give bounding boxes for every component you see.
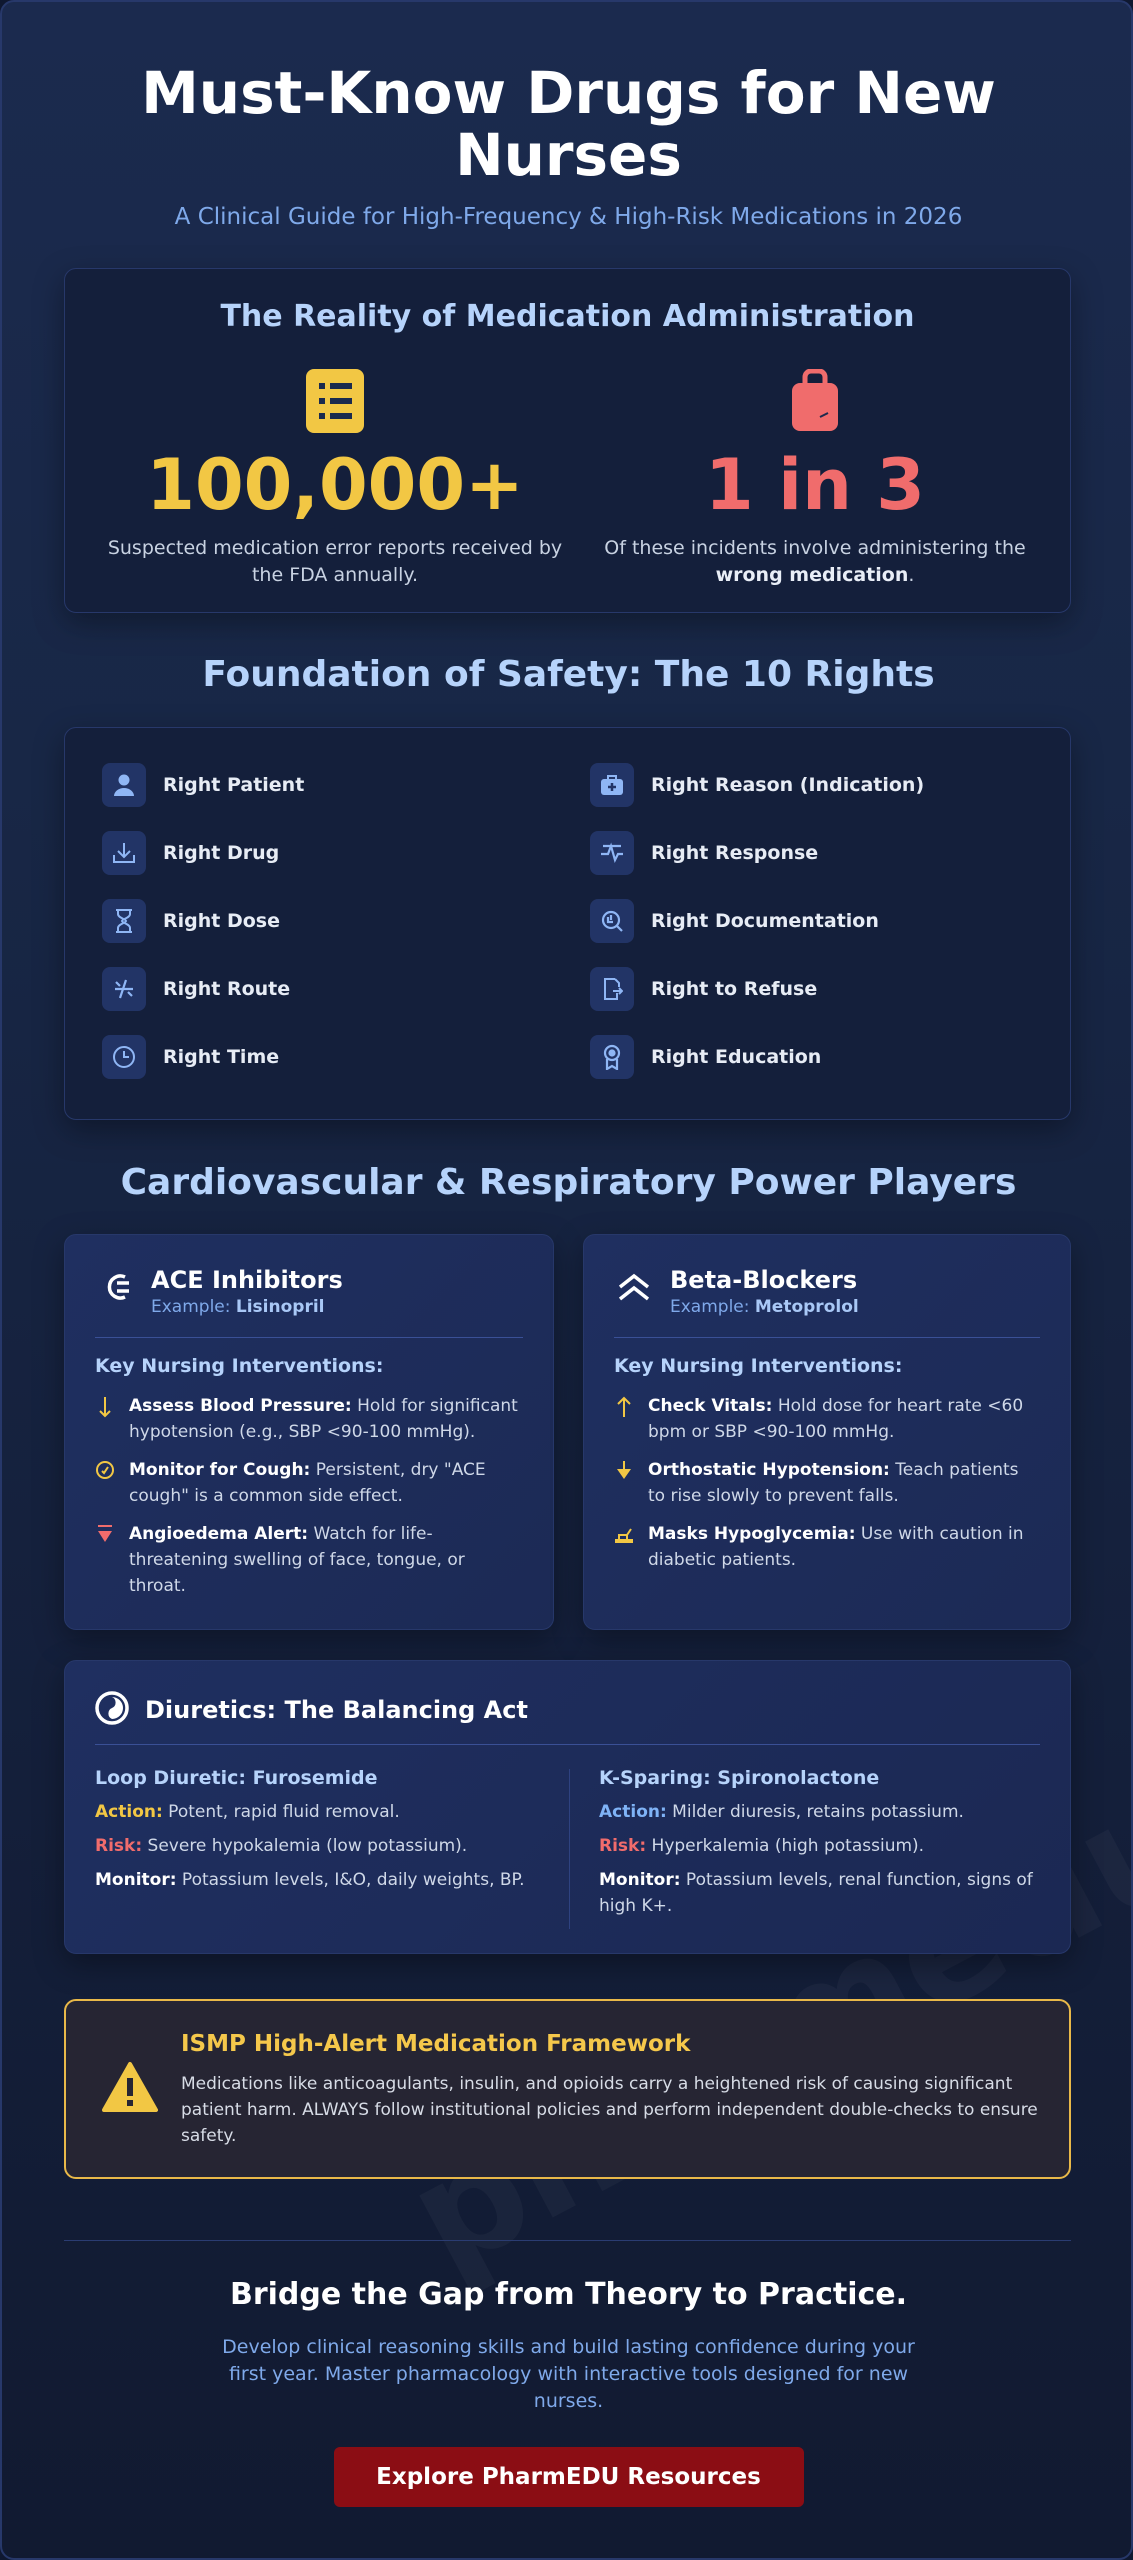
interventions-heading: Key Nursing Interventions: bbox=[95, 1355, 384, 1377]
intervention-item: Angioedema Alert: Watch for life-threatening swelling of face, tongue, or throat. bbox=[95, 1521, 523, 1599]
ace-inhibitors-card bbox=[64, 1234, 554, 1630]
clock-icon bbox=[102, 1035, 146, 1079]
intervention-item: Assess Blood Pressure: Hold for significant hypotension (e.g., SBP <90-100 mmHg). bbox=[95, 1393, 523, 1445]
page-title: Must-Know Drugs for New Nurses bbox=[141, 59, 996, 189]
drug-example: Example: Lisinopril bbox=[151, 1297, 325, 1317]
drug-header bbox=[95, 1265, 343, 1319]
intervention-item: Check Vitals: Hold dose for heart rate <60 bpm or SBP <90-100 mmHg. bbox=[614, 1393, 1040, 1445]
divider bbox=[95, 1337, 523, 1338]
alert-text: Medications like anticoagulants, insulin, and opioids carry a heightened risk of causing significant patient harm. ALWAYS follow institutional policies and perform independent double-checks to ensure safety. bbox=[181, 2074, 1038, 2146]
reality-title: The Reality of Medication Administration bbox=[220, 299, 915, 334]
medkit-icon bbox=[590, 763, 634, 807]
doc-search-icon bbox=[590, 899, 634, 943]
monitor-line: Monitor: Potassium levels, I&O, daily weights, BP. bbox=[95, 1870, 525, 1890]
stat-value: 100,000+ bbox=[146, 444, 524, 526]
diuretics-title: Diuretics: The Balancing Act bbox=[145, 1696, 528, 1724]
drug-name: Beta-Blockers bbox=[670, 1266, 858, 1294]
right-item-patient: Right Patient bbox=[102, 763, 304, 807]
stat-description: Of these incidents involve administering the wrong medication. bbox=[604, 537, 1026, 586]
action-line: Action: Milder diuresis, retains potassium. bbox=[599, 1802, 964, 1822]
plug-icon bbox=[95, 1267, 135, 1307]
intervention-item: Orthostatic Hypotension: Teach patients to rise slowly to prevent falls. bbox=[614, 1457, 1040, 1509]
right-item-refuse: Right to Refuse bbox=[590, 967, 817, 1011]
alert-down-icon bbox=[95, 1521, 115, 1547]
explore-resources-button[interactable]: Explore PharmEDU Resources bbox=[334, 2447, 804, 2507]
rights-title: Foundation of Safety: The 10 Rights bbox=[202, 654, 935, 695]
drug-header bbox=[614, 1265, 859, 1319]
drug-name: ACE Inhibitors bbox=[151, 1266, 343, 1294]
rights-card bbox=[64, 727, 1071, 1120]
section-divider bbox=[64, 2240, 1071, 2241]
right-item-education: Right Education bbox=[590, 1035, 821, 1079]
column-divider bbox=[569, 1769, 570, 1929]
page-subtitle: A Clinical Guide for High-Frequency & High-Risk Medications in 2026 bbox=[174, 204, 963, 230]
risk-line: Risk: Severe hypokalemia (low potassium). bbox=[95, 1836, 468, 1856]
reality-card bbox=[64, 268, 1071, 613]
diuretics-header bbox=[95, 1691, 528, 1729]
briefcase-icon bbox=[786, 369, 844, 433]
drug-example: Example: Metoprolol bbox=[670, 1297, 859, 1317]
header bbox=[2, 59, 1133, 230]
loop-diuretic-column bbox=[95, 1767, 535, 1901]
warning-icon bbox=[102, 2061, 158, 2113]
risk-line: Risk: Hyperkalemia (high potassium). bbox=[599, 1836, 925, 1856]
intervention-item: Monitor for Cough: Persistent, dry "ACE cough" is a common side effect. bbox=[95, 1457, 523, 1509]
list-icon bbox=[306, 369, 364, 433]
right-item-response: Right Response bbox=[590, 831, 818, 875]
monitor-line: Monitor: Potassium levels, renal function, signs of high K+. bbox=[599, 1870, 1033, 1916]
person-icon bbox=[102, 763, 146, 807]
hourglass-icon bbox=[102, 899, 146, 943]
pulse-icon bbox=[590, 831, 634, 875]
action-line: Action: Potent, rapid fluid removal. bbox=[95, 1802, 400, 1822]
stat-description: Suspected medication error reports received by the FDA annually. bbox=[107, 537, 563, 586]
arrow-down-filled-icon bbox=[614, 1457, 634, 1483]
cta-text: Develop clinical reasoning skills and build lasting confidence during your first year. Master pharmacology with interactive tools designed for new nurses. bbox=[222, 2336, 915, 2412]
right-item-dose: Right Dose bbox=[102, 899, 280, 943]
right-item-reason: Right Reason (Indication) bbox=[590, 763, 924, 807]
high-alert-box bbox=[64, 1999, 1071, 2179]
cardio-title: Cardiovascular & Respiratory Power Players bbox=[120, 1162, 1017, 1203]
column-heading: K-Sparing: Spironolactone bbox=[599, 1767, 880, 1789]
k-sparing-column bbox=[599, 1767, 1039, 1927]
intervention-item: Masks Hypoglycemia: Use with caution in diabetic patients. bbox=[614, 1521, 1040, 1573]
right-item-route: Right Route bbox=[102, 967, 290, 1011]
stat-error-reports bbox=[105, 369, 565, 589]
divider bbox=[95, 1744, 1040, 1745]
chevrons-up-icon bbox=[614, 1267, 654, 1307]
stat-value: 1 in 3 bbox=[705, 444, 925, 526]
cta-section bbox=[2, 2277, 1133, 2507]
right-item-documentation: Right Documentation bbox=[590, 899, 879, 943]
route-icon bbox=[102, 967, 146, 1011]
stat-wrong-medication bbox=[585, 369, 1045, 589]
syringe-icon bbox=[614, 1521, 634, 1547]
column-heading: Loop Diuretic: Furosemide bbox=[95, 1767, 378, 1789]
diuretics-card bbox=[64, 1660, 1071, 1954]
download-icon bbox=[102, 831, 146, 875]
right-item-drug: Right Drug bbox=[102, 831, 279, 875]
arrow-up-icon bbox=[614, 1393, 634, 1419]
arrow-down-icon bbox=[95, 1393, 115, 1419]
refuse-icon bbox=[590, 967, 634, 1011]
interventions-heading: Key Nursing Interventions: bbox=[614, 1355, 903, 1377]
beta-blockers-card bbox=[583, 1234, 1071, 1630]
cta-title: Bridge the Gap from Theory to Practice. bbox=[229, 2277, 908, 2312]
award-icon bbox=[590, 1035, 634, 1079]
divider bbox=[614, 1337, 1040, 1338]
monitor-circle-icon bbox=[95, 1457, 115, 1483]
alert-title: ISMP High-Alert Medication Framework bbox=[181, 2031, 691, 2057]
balance-icon bbox=[95, 1691, 129, 1729]
right-item-time: Right Time bbox=[102, 1035, 279, 1079]
